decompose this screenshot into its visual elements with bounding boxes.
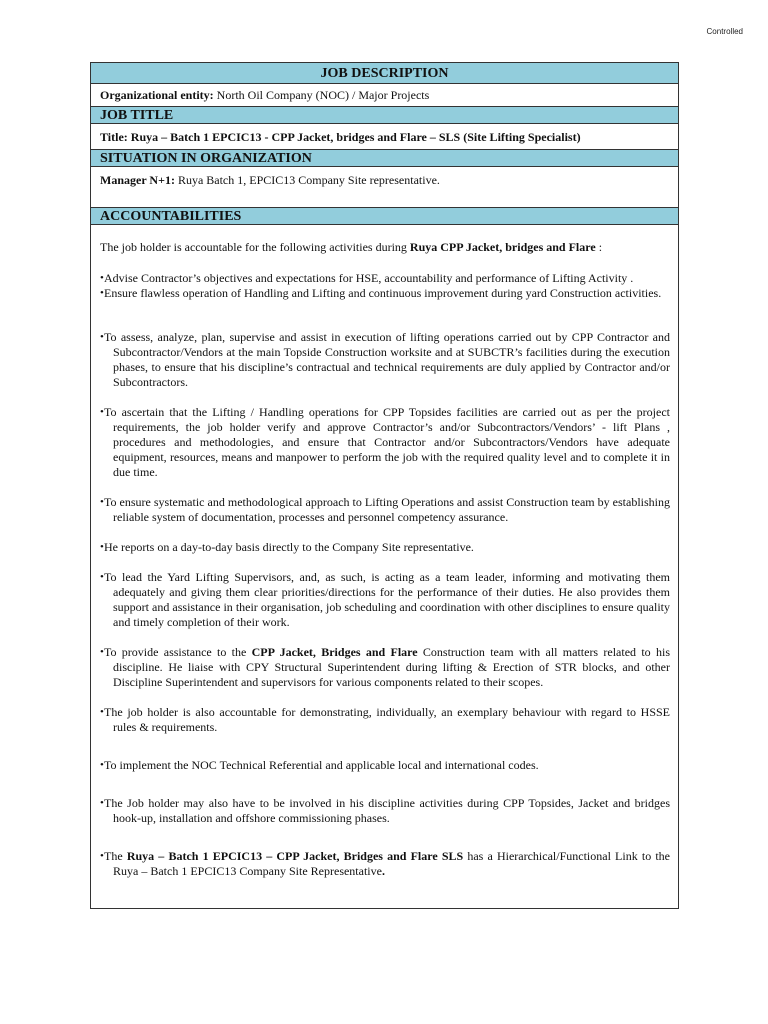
job-title-value: Title: Ruya – Batch 1 EPCIC13 - CPP Jacket, bridges and Flare – SLS (Site Lifting Specialist) — [91, 124, 678, 150]
list-item: • The Job holder may also have to be involved in his discipline activities during CPP Topsides, Jacket and bridges hook-up, installation and offshore commissioning phases. — [100, 796, 670, 825]
list-item: • To ensure systematic and methodological approach to Lifting Operations and assist Construction team by establishing reliable system of documentation, processes and personnel competency assurance. — [100, 495, 670, 524]
list-item: • To provide assistance to the CPP Jacket, Bridges and Flare Construction team with all matters related to his discipline. He liaise with CPY Structural Superintendent during lifting & Erection of STR blocks, and other Discipline Superintendent and supervisors for various components related to their scopes. — [100, 645, 670, 689]
bullet: • — [100, 272, 104, 284]
org-label: Organizational entity: — [100, 88, 214, 102]
bullet: • — [100, 331, 104, 343]
list-item: • The job holder is also accountable for demonstrating, individually, an exemplary behaviour with regard to HSSE rules & requirements. — [100, 705, 670, 734]
list-item: • He reports on a day-to-day basis directly to the Company Site representative. — [100, 540, 474, 554]
bullet: • — [100, 706, 104, 718]
manager-label: Manager N+1: — [100, 173, 175, 187]
bullet: • — [100, 541, 104, 553]
org-value: North Oil Company (NOC) / Major Projects — [213, 88, 430, 102]
accountabilities-body — [91, 225, 678, 879]
manager-value: Ruya Batch 1, EPCIC13 Company Site representative. — [174, 173, 440, 187]
bullet: • — [100, 759, 104, 771]
bullet: • — [100, 406, 104, 418]
situation-header: SITUATION IN ORGANIZATION — [91, 150, 678, 167]
intro-text: The job holder is accountable for the following activities during — [100, 240, 410, 254]
job-description-table — [90, 62, 679, 909]
document-title: JOB DESCRIPTION — [91, 63, 678, 84]
controlled-label: Controlled — [706, 27, 743, 36]
list-item: • Ensure flawless operation of Handling and Lifting and continuous improvement during yard Construction activities. — [100, 286, 662, 300]
list-item: • To assess, analyze, plan, supervise and assist in execution of lifting operations carried out by CPP Contractor and Subcontractor/Vendors at the main Topside Construction worksite and at SUBCTR’s facilities during the execution phases, to ensure that his discipline’s contractual and technical requirements are duly applied by Contractor and/or Subcontractors. — [100, 330, 670, 389]
job-title-header: JOB TITLE — [91, 107, 678, 124]
accountabilities-header: ACCOUNTABILITIES — [91, 208, 678, 225]
intro-end: : — [595, 240, 603, 254]
bullet: • — [100, 646, 104, 658]
bullet: • — [100, 496, 104, 508]
intro-bold: Ruya CPP Jacket, bridges and Flare — [409, 240, 596, 254]
organizational-entity-row — [91, 84, 678, 107]
bullet: • — [100, 850, 104, 862]
bullet: • — [100, 287, 104, 299]
bullet: • — [100, 571, 104, 583]
list-item: • To implement the NOC Technical Referential and applicable local and international codes. — [100, 758, 539, 772]
intro-paragraph — [100, 240, 670, 255]
list-item: • To lead the Yard Lifting Supervisors, and, as such, is acting as a team leader, informing and motivating them adequately and giving them clear priorities/directions for the performance of their duties. He also provides them support and assistance in their organisation, job scheduling and coordination with other disciplines to ensure quality and timely completion of their work. — [100, 570, 670, 629]
list-item: • Advise Contractor’s objectives and expectations for HSE, accountability and performance of Lifting Activity . — [100, 271, 634, 285]
manager-row — [91, 167, 678, 208]
list-item: • The Ruya – Batch 1 EPCIC13 – CPP Jacket, Bridges and Flare SLS has a Hierarchical/Functional Link to the Ruya – Batch 1 EPCIC13 Company Site Representative. — [100, 849, 671, 878]
bullet: • — [100, 797, 104, 809]
list-item: • To ascertain that the Lifting / Handling operations for CPP Topsides facilities are carried out as per the project requirements, the job holder verify and approve Contractor’s and/or Subcontractors/Vendors’ - lift Plans , procedures and methodologies, and ensure that Contractor and/or Subcontractors/Vendors have adequate equipment, resources, means and manpower to perform the job with the required quality level and to complete it in due time. — [100, 405, 670, 479]
accountabilities-list — [100, 271, 670, 879]
